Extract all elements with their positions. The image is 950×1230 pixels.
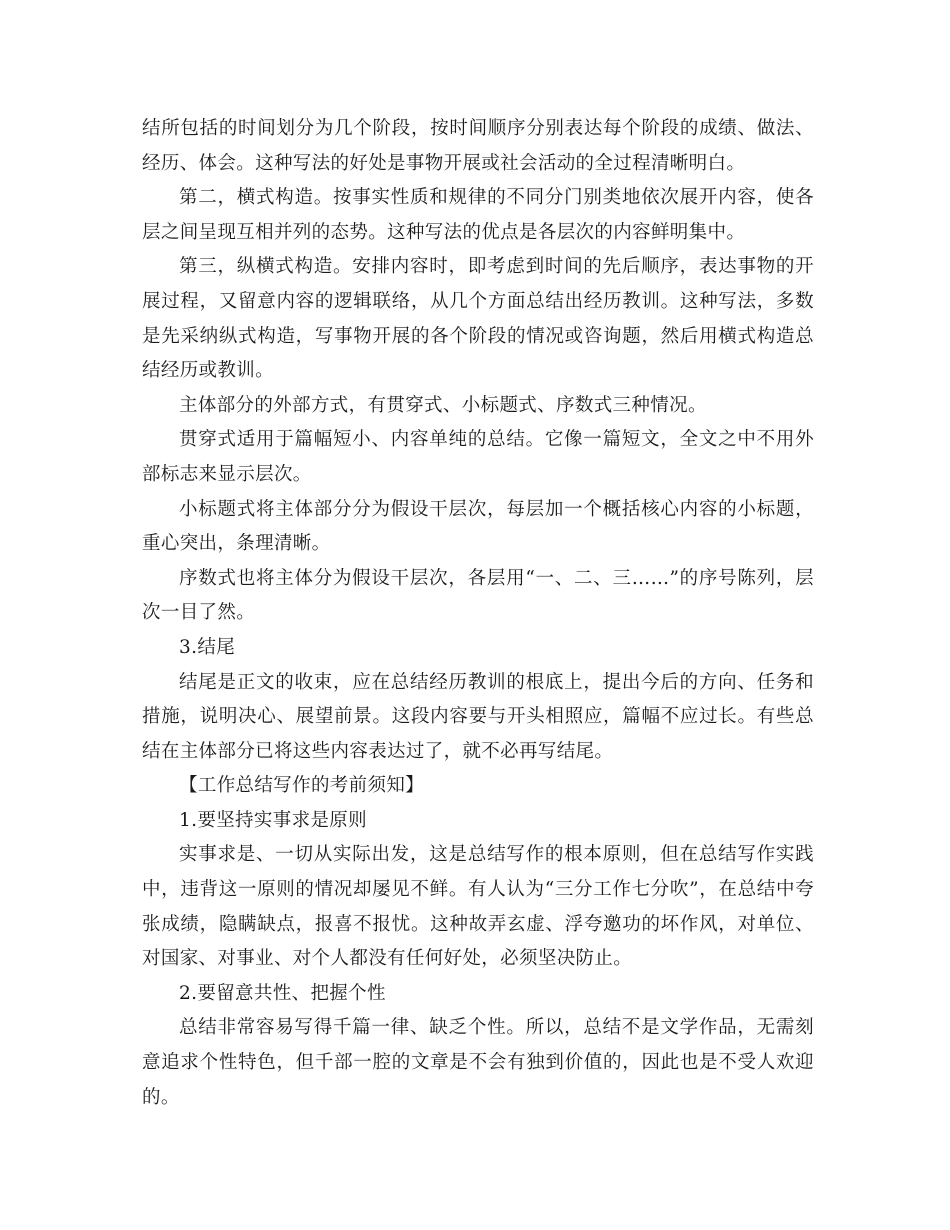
paragraph-6: 小标题式将主体部分分为假设干层次，每层加一个概括核心内容的小标题，重心突出，条理清晰。: [142, 498, 814, 555]
paragraph-7: 序数式也将主体分为假设干层次，各层用“一、二、三……”的序号陈列，层次一目了然。: [142, 567, 814, 624]
section-heading-notes: 【工作总结写作的考前须知】: [179, 775, 425, 797]
section-heading-ending: 3.结尾: [179, 636, 236, 658]
paragraph-1: 结所包括的时间划分为几个阶段，按时间顺序分别表达每个阶段的成绩、做法、经历、体会。这种写法的好处是事物开展或社会活动的全过程清晰明白。: [142, 118, 814, 174]
paragraph-3: 第三，纵横式构造。安排内容时，即考虑到时间的先后顺序，表达事物的开展过程，又留意内容的逻辑联络，从几个方面总结出经历教训。这种写法，多数是先采纳纵式构造，写事物开展的各个阶段的情况或咨询题，然后用横式构造总结经历或教训。: [142, 256, 814, 382]
paragraph-9: 结尾是正文的收束，应在总结经历教训的根底上，提出今后的方向、任务和措施，说明决心、展望前景。这段内容要与开头相照应，篇幅不应过长。有些总结在主体部分已将这些内容表达过了，就不必再写结尾。: [142, 671, 814, 762]
paragraph-5: 贯穿式适用于篇幅短小、内容单纯的总结。它像一篇短文，全文之中不用外部标志来显示层次。: [142, 429, 814, 485]
paragraph-14: 总结非常容易写得千篇一律、缺乏个性。所以，总结不是文学作品，无需刻意追求个性特色，但千部一腔的文章是不会有独到价值的，因此也是不受人欢迎的。: [142, 1017, 814, 1108]
paragraph-2: 第二，横式构造。按事实性质和规律的不同分门别类地依次展开内容，使各层之间呈现互相并列的态势。这种写法的优点是各层次的内容鲜明集中。: [142, 187, 814, 243]
paragraph-4: 主体部分的外部方式，有贯穿式、小标题式、序数式三种情况。: [179, 394, 707, 416]
subheading-2: 2.要留意共性、把握个性: [179, 982, 386, 1004]
subheading-1: 1.要坚持实事求是原则: [179, 809, 368, 831]
document-body: [142, 112, 814, 1115]
paragraph-12: 实事求是、一切从实际出发，这是总结写作的根本原则，但在总结写作实践中，违背这一原则的情况却屡见不鲜。有人认为“三分工作七分吹”，在总结中夸张成绩，隐瞒缺点，报喜不报忧。这种故弄玄虚、浮夸邀功的坏作风，对单位、对国家、对事业、对个人都没有任何好处，必须坚决防止。: [142, 844, 814, 970]
